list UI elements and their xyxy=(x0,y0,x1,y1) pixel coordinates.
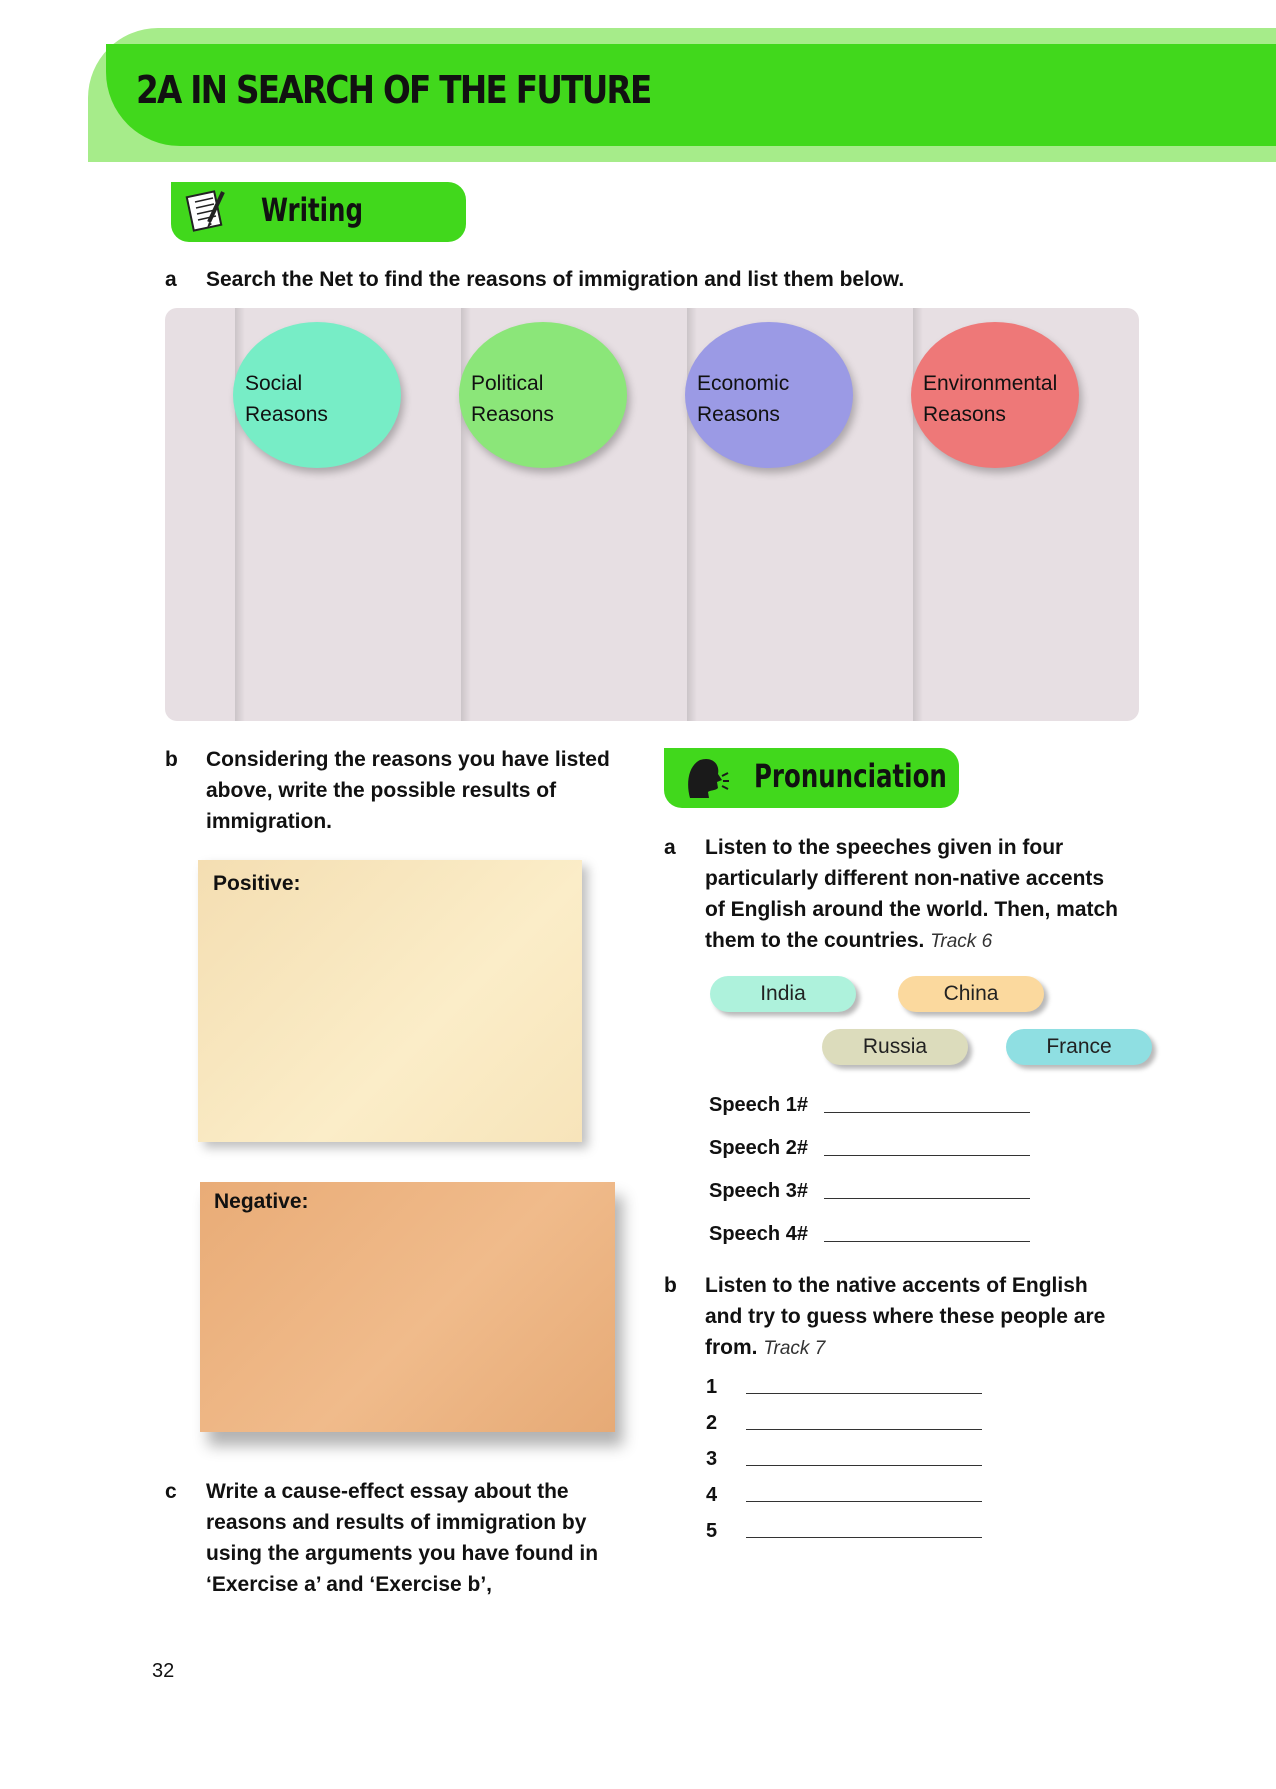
page-number: 32 xyxy=(152,1660,175,1682)
pronunciation-section-header xyxy=(664,748,959,808)
speech-2-answer-line[interactable] xyxy=(824,1155,1030,1156)
reasons-panel xyxy=(165,308,1139,721)
positive-label: Positive: xyxy=(213,872,301,895)
answer-line-3[interactable] xyxy=(746,1465,982,1466)
writing-c-instruction: Write a cause-effect essay about the reasons and results of immigration by using the arguments you have found in ‘Exercise a’ and ‘Exercise b’, xyxy=(206,1480,599,1596)
country-chip-russia[interactable]: Russia xyxy=(822,1029,968,1065)
country-chip-china[interactable]: China xyxy=(898,976,1044,1012)
writing-a-letter: a xyxy=(165,268,177,291)
answer-number-3: 3 xyxy=(706,1448,718,1470)
pronunciation-b-letter: b xyxy=(664,1274,677,1297)
answer-line-4[interactable] xyxy=(746,1501,982,1502)
speaking-head-icon xyxy=(682,754,730,802)
writing-b-letter: b xyxy=(165,748,178,771)
speech-3-answer-line[interactable] xyxy=(824,1198,1030,1199)
answer-line-2[interactable] xyxy=(746,1429,982,1430)
writing-b-instruction: Considering the reasons you have listed above, write the possible results of immigration. xyxy=(206,748,610,833)
positive-note-card[interactable] xyxy=(198,860,582,1142)
speech-3-label: Speech 3# xyxy=(709,1180,808,1202)
country-chip-france[interactable]: France xyxy=(1006,1029,1152,1065)
answer-number-1: 1 xyxy=(706,1376,718,1398)
economic-reasons-label: Economic Reasons xyxy=(697,372,790,426)
speech-1-label: Speech 1# xyxy=(709,1094,808,1116)
speech-1-answer-line[interactable] xyxy=(824,1112,1030,1113)
writing-section-header xyxy=(171,182,466,242)
answer-number-5: 5 xyxy=(706,1520,718,1542)
negative-note-card[interactable] xyxy=(200,1182,615,1432)
page-title: 2A IN SEARCH OF THE FUTURE xyxy=(136,68,651,112)
pronunciation-a-letter: a xyxy=(664,836,676,859)
pronunciation-section-label: Pronunciation xyxy=(754,757,947,795)
social-reasons-label: Social Reasons xyxy=(245,372,328,426)
answer-line-5[interactable] xyxy=(746,1537,982,1538)
track-7-label: Track 7 xyxy=(763,1338,826,1359)
pronunciation-b-instruction: Listen to the native accents of English and try to guess where these people are from. Track 7 xyxy=(705,1274,1106,1359)
pronunciation-a-instruction: Listen to the speeches given in four particularly different non-native accents of English around the world. Then, match them to the countries. Track 6 xyxy=(705,836,1119,952)
writing-c-letter: c xyxy=(165,1480,177,1503)
speech-2-label: Speech 2# xyxy=(709,1137,808,1159)
political-reasons-label: Political Reasons xyxy=(471,372,554,426)
speech-4-label: Speech 4# xyxy=(709,1223,808,1245)
negative-label: Negative: xyxy=(214,1190,309,1213)
writing-a-instruction: Search the Net to find the reasons of immigration and list them below. xyxy=(206,268,905,291)
environmental-reasons-label: Environmental Reasons xyxy=(923,372,1058,426)
track-6-label: Track 6 xyxy=(930,931,993,952)
writing-section-label: Writing xyxy=(261,191,363,229)
country-chip-india[interactable]: India xyxy=(710,976,856,1012)
answer-number-4: 4 xyxy=(706,1484,718,1506)
speech-4-answer-line[interactable] xyxy=(824,1241,1030,1242)
notepad-pen-icon xyxy=(185,188,229,234)
answer-number-2: 2 xyxy=(706,1412,718,1434)
answer-line-1[interactable] xyxy=(746,1393,982,1394)
